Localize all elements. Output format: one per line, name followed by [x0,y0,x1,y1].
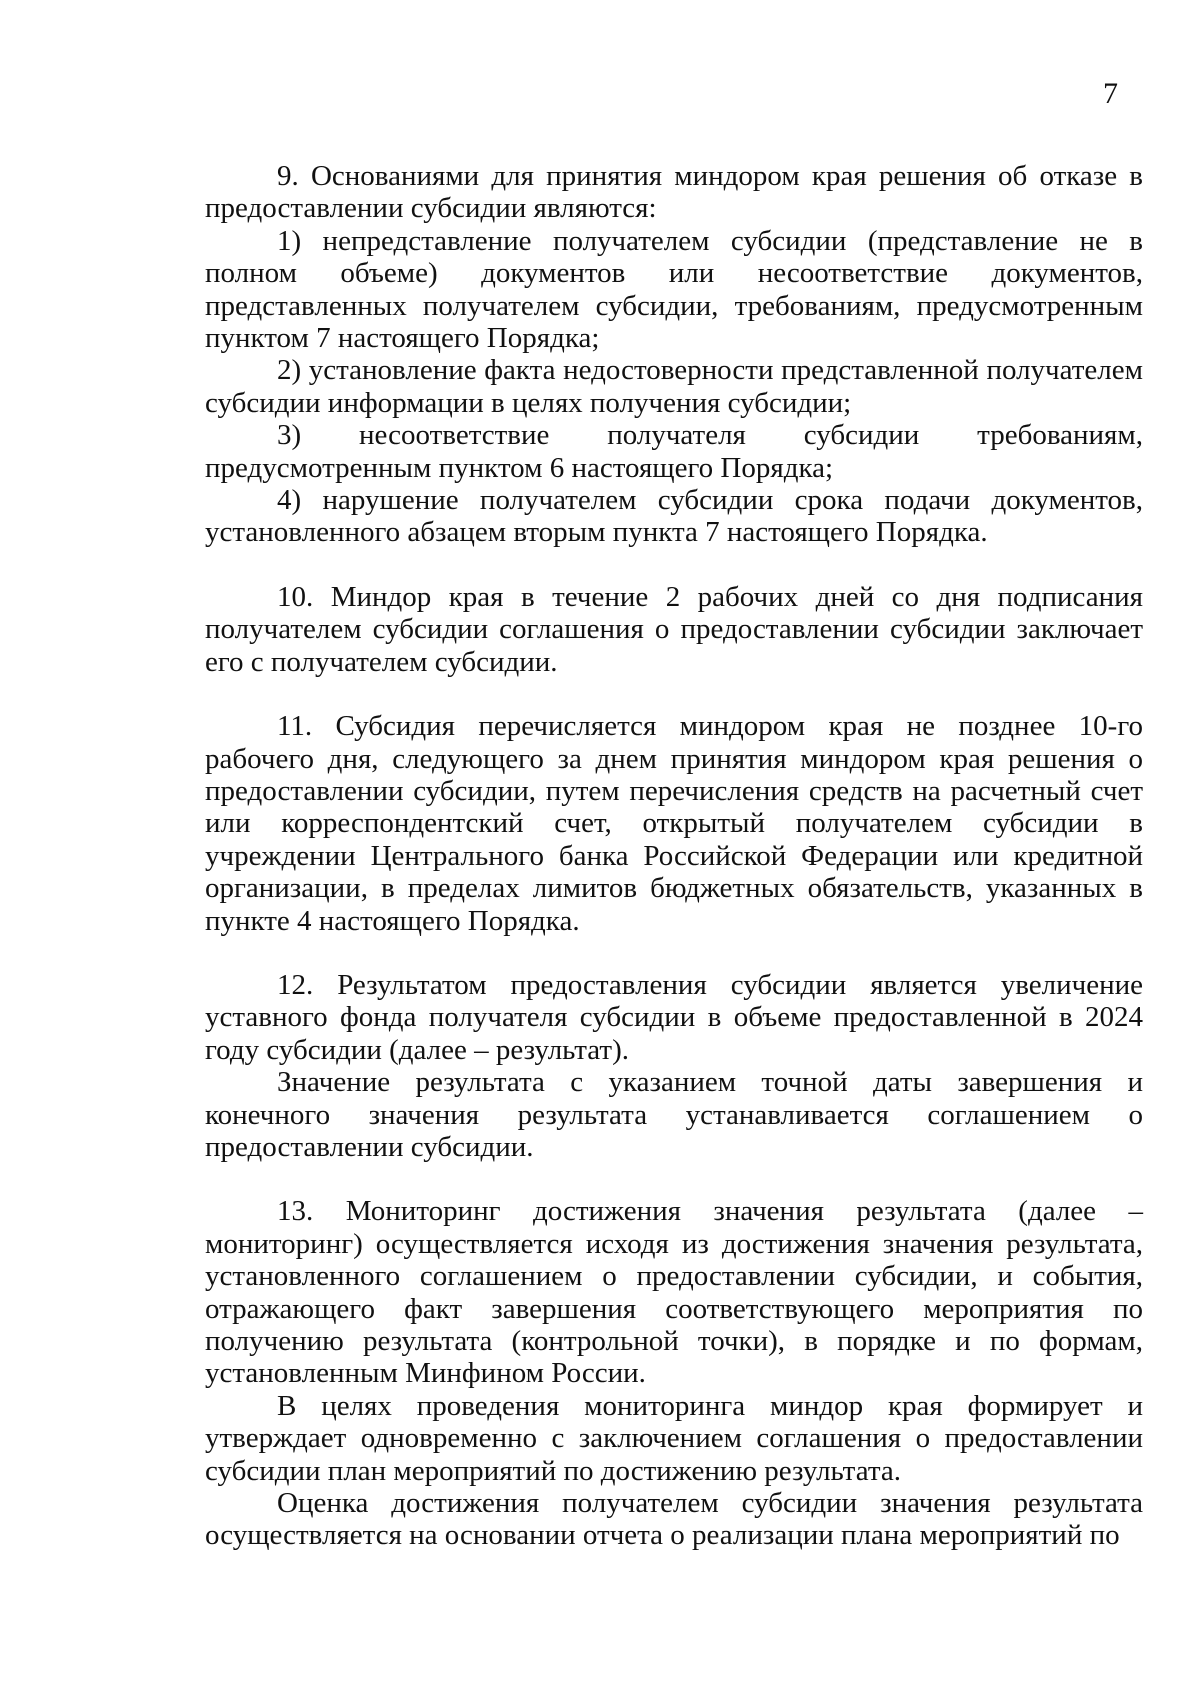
paragraph-9-item-2: 2) установление факта недостоверности представленной получателем субсидии информации в целях получения субсидии; [205,354,1143,419]
paragraph-9-item-3: 3) несоответствие получателя субсидии требованиям, предусмотренным пунктом 6 настоящего Порядка; [205,419,1143,484]
page-number: 7 [1103,77,1118,110]
paragraph-10: 10. Миндор края в течение 2 рабочих дней со дня подписания получателем субсидии соглашения о предоставлении субсидии заключает его с получателем субсидии. [205,580,1143,678]
paragraph-13-assessment: Оценка достижения получателем субсидии значения результата осуществляется на основании отчета о реализации плана мероприятий по [205,1487,1143,1552]
paragraph-9-item-1: 1) непредставление получателем субсидии (представление не в полном объеме) документов или несоответствие документов, представленных получателем субсидии, требованиям, предусмотренным пунктом 7 настоящего Порядка; [205,224,1143,355]
paragraph-13: 13. Мониторинг достижения значения результата (далее – мониторинг) осуществляется исходя из достижения значения результата, установленного соглашением о предоставлении субсидии, и события, отражающего факт завершения соответствующего мероприятия по получению результата (контрольной точки), в порядке и по формам, установленным Минфином России. [205,1195,1143,1390]
paragraph-13-plan: В целях проведения мониторинга миндор края формирует и утверждает одновременно с заключением соглашения о предоставлении субсидии план мероприятий по достижению результата. [205,1389,1143,1487]
paragraph-12-value: Значение результата с указанием точной даты завершения и конечного значения результата устанавливается соглашением о предоставлении субсидии. [205,1066,1143,1163]
paragraph-12: 12. Результатом предоставления субсидии является увеличение уставного фонда получателя субсидии в объеме предоставленной в 2024 году субсидии (далее – результат). [205,968,1143,1066]
document-body [205,160,1143,1552]
paragraph-11: 11. Субсидия перечисляется миндором края не позднее 10-го рабочего дня, следующего за днем принятия миндором края решения о предоставлении субсидии, путем перечисления средств на расчетный счет или корреспондентский счет, открытый получателем субсидии в учреждении Центрального банка Российской Федерации или кредитной организации, в пределах лимитов бюджетных обязательств, указанных в пункте 4 настоящего Порядка. [205,710,1143,937]
paragraph-9-item-4: 4) нарушение получателем субсидии срока подачи документов, установленного абзацем вторым пункта 7 настоящего Порядка. [205,484,1143,549]
paragraph-9-intro: 9. Основаниями для принятия миндором края решения об отказе в предоставлении субсидии являются: [205,160,1143,225]
